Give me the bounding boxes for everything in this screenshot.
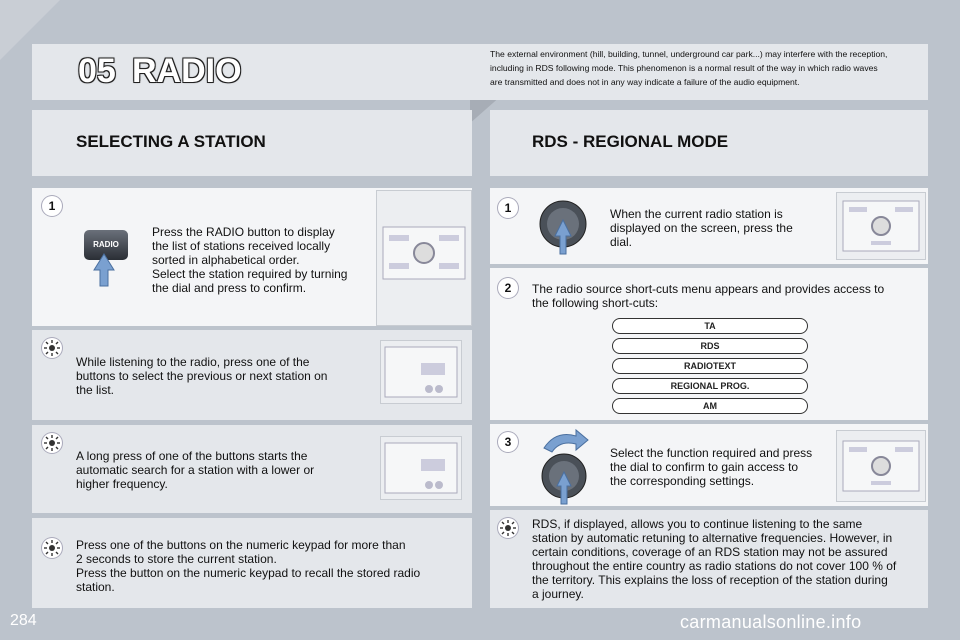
radio-unit-thumbnail [836,192,926,260]
radio-button-icon: RADIO [84,230,128,260]
right-step2-text: The radio source short-cuts menu appears and provides access to the following short-cuts: [532,282,885,310]
shortcut-rds[interactable]: RDS [612,338,808,354]
left-step1-text: Press the RADIO button to display the list of stations received locally sorted in alphabetical order. Select the station required by turning the dial and press to confirm. [152,225,348,295]
left-section-heading: SELECTING A STATION [76,132,266,151]
radio-unit-drawing [377,191,471,325]
step-number-badge: 1 [42,196,62,216]
radio-unit-thumbnail [376,190,472,326]
tip-sun-icon [42,538,62,558]
chapter-title: RADIO [132,52,242,90]
watermark: carmanualsonline.info [680,612,862,632]
chapter-number: 05 [78,52,116,90]
right-step1-text: When the current radio station is displayed on the screen, press the dial. [610,207,793,249]
radio-unit-thumbnail [836,430,926,502]
shortcut-radiotext[interactable]: RADIOTEXT [612,358,808,374]
right-tip-text: RDS, if displayed, allows you to continue listening to the same station by automatic retuning to alternative frequencies. However, in certain conditions, coverage of an RDS station may not be assured throughout the entire country as radio stations do not cover 100 % of the territory. This explains the loss of reception of the station during a journey. [532,517,897,601]
shortcut-am[interactable]: AM [612,398,808,414]
tip-sun-icon [42,433,62,453]
shortcut-ta[interactable]: TA [612,318,808,334]
radio-unit-thumbnail [380,340,462,404]
shortcut-regional-prog[interactable]: REGIONAL PROG. [612,378,808,394]
right-step3-text: Select the function required and press the dial to confirm to gain access to the corresponding settings. [610,446,813,488]
dial-press-icon [538,198,588,258]
dial-turn-press-icon [536,426,594,506]
left-tip1-text: While listening to the radio, press one of the buttons to select the previous or next station on the list. [76,355,328,397]
right-section-heading: RDS - REGIONAL MODE [532,132,729,151]
radio-unit-thumbnail [380,436,462,500]
press-arrow-icon [92,252,116,288]
step-number-badge: 2 [498,278,518,298]
page-number: 284 [10,612,37,629]
tip-sun-icon [42,338,62,358]
left-tip2-text: A long press of one of the buttons starts the automatic search for a station with a lower or higher frequency. [76,449,315,491]
step-number-badge: 3 [498,432,518,452]
reception-disclaimer: The external environment (hill, building, tunnel, underground car park...) may interfere with the reception, including in RDS following mode. This phenomenon is a normal result of the way in which radio waves are transmitted and does not in any way indicate a failure of the audio equipment. [490,49,888,87]
step-number-badge: 1 [498,198,518,218]
tip-sun-icon [498,518,518,538]
left-tip3-text: Press one of the buttons on the numeric keypad for more than 2 seconds to store the current station. Press the button on the numeric keypad to recall the stored radio station. [76,538,421,594]
